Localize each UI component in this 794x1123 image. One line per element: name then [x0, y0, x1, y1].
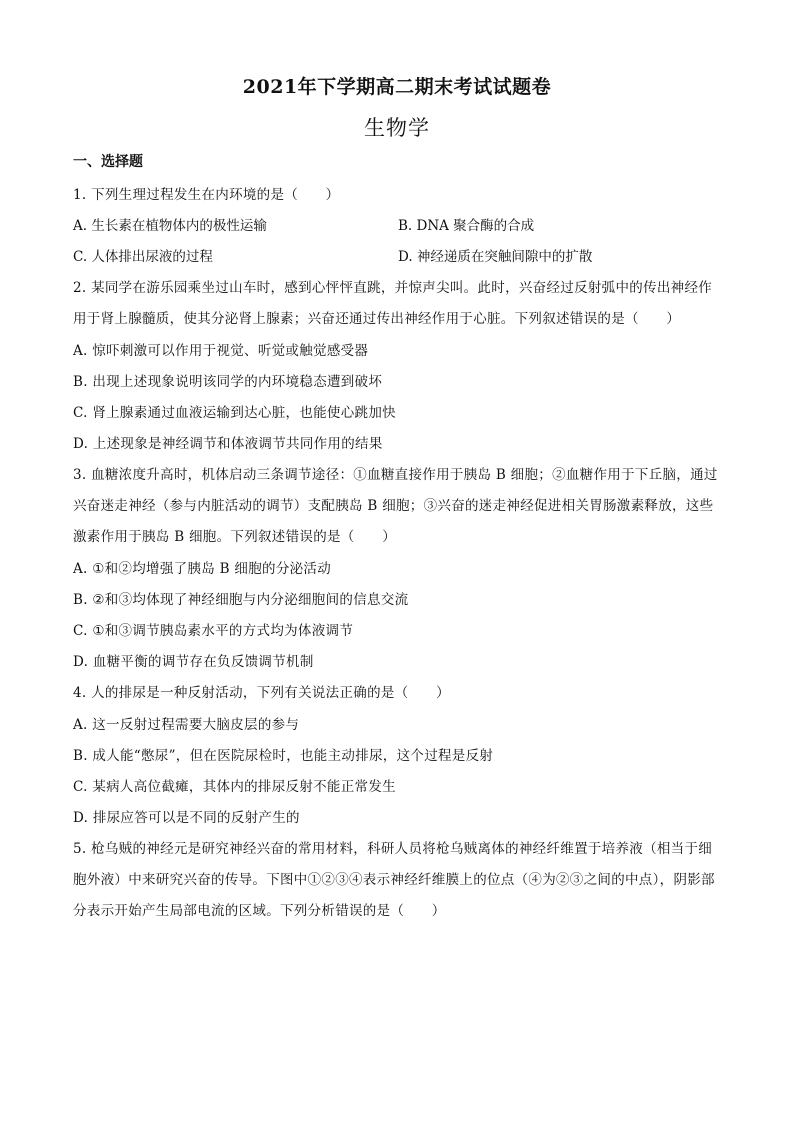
- subject-title: 生物学: [364, 116, 430, 140]
- q3-option-c: C. ①和③调节胰岛素水平的方式均为体液调节: [73, 623, 354, 639]
- q4-stem: 4. 人的排尿是一种反射活动，下列有关说法正确的是（ ）: [73, 685, 450, 701]
- q4-option-b: B. 成人能“憋尿”，但在医院尿检时，也能主动排尿，这个过程是反射: [73, 748, 494, 764]
- section-heading: 一、选择题: [73, 154, 143, 170]
- q2-option-a: A. 惊吓刺激可以作用于视觉、听觉或触觉感受器: [73, 343, 369, 359]
- q1-option-a: A. 生长素在植物体内的极性运输: [73, 218, 267, 234]
- q2-stem-line1: 2. 某同学在游乐园乘坐过山车时，感到心怦怦直跳，并惊声尖叫。此时，兴奋经过反射弧中的传出神经作: [73, 280, 713, 296]
- q2-option-c: C. 肾上腺素通过血液运输到达心脏，也能使心跳加快: [73, 405, 396, 421]
- q2-option-d: D. 上述现象是神经调节和体液调节共同作用的结果: [73, 436, 383, 452]
- q2-stem-line2: 用于肾上腺髓质，使其分泌肾上腺素；兴奋还通过传出神经作用于心脏。下列叙述错误的是（ ）: [73, 311, 681, 327]
- q3-option-b: B. ②和③均体现了神经细胞与内分泌细胞间的信息交流: [73, 592, 409, 608]
- q3-stem-line3: 激素作用于胰岛 B 细胞。下列叙述错误的是（ ）: [73, 529, 397, 545]
- q1-option-c: C. 人体排出尿液的过程: [73, 249, 213, 265]
- q4-option-a: A. 这一反射过程需要大脑皮层的参与: [73, 717, 300, 733]
- q2-option-b: B. 出现上述现象说明该同学的内环境稳态遭到破坏: [73, 374, 383, 390]
- q3-stem-line1: 3. 血糖浓度升高时，机体启动三条调节途径：①血糖直接作用于胰岛 B 细胞；②血糖作用于下丘脑，通过: [73, 467, 718, 483]
- q4-option-d: D. 排尿应答可以是不同的反射产生的: [73, 810, 300, 826]
- q4-option-c: C. 某病人高位截瘫，其体内的排尿反射不能正常发生: [73, 779, 396, 795]
- q1-option-d: D. 神经递质在突触间隙中的扩散: [398, 249, 593, 265]
- q1-option-b: B. DNA 聚合酶的合成: [398, 218, 535, 234]
- q3-stem-line2: 兴奋迷走神经（参与内脏活动的调节）支配胰岛 B 细胞；③兴奋的迷走神经促进相关胃肠激素释放，这些: [73, 498, 714, 514]
- q5-stem-line1: 5. 枪乌贼的神经元是研究神经兴奋的常用材料，科研人员将枪乌贼离体的神经纤维置于培养液（相当于细: [73, 841, 713, 857]
- q5-stem-line2: 胞外液）中来研究兴奋的传导。下图中①②③④表示神经纤维膜上的位点（④为②③之间的中点），阴影部: [73, 872, 715, 888]
- q3-option-d: D. 血糖平衡的调节存在负反馈调节机制: [73, 654, 314, 670]
- exam-title: 2021年下学期高二期末考试试题卷: [242, 76, 552, 98]
- q5-stem-line3: 分表示开始产生局部电流的区域。下列分析错误的是（ ）: [73, 903, 446, 919]
- q3-option-a: A. ①和②均增强了胰岛 B 细胞的分泌活动: [73, 561, 332, 577]
- q1-stem: 1. 下列生理过程发生在内环境的是（ ）: [73, 187, 340, 203]
